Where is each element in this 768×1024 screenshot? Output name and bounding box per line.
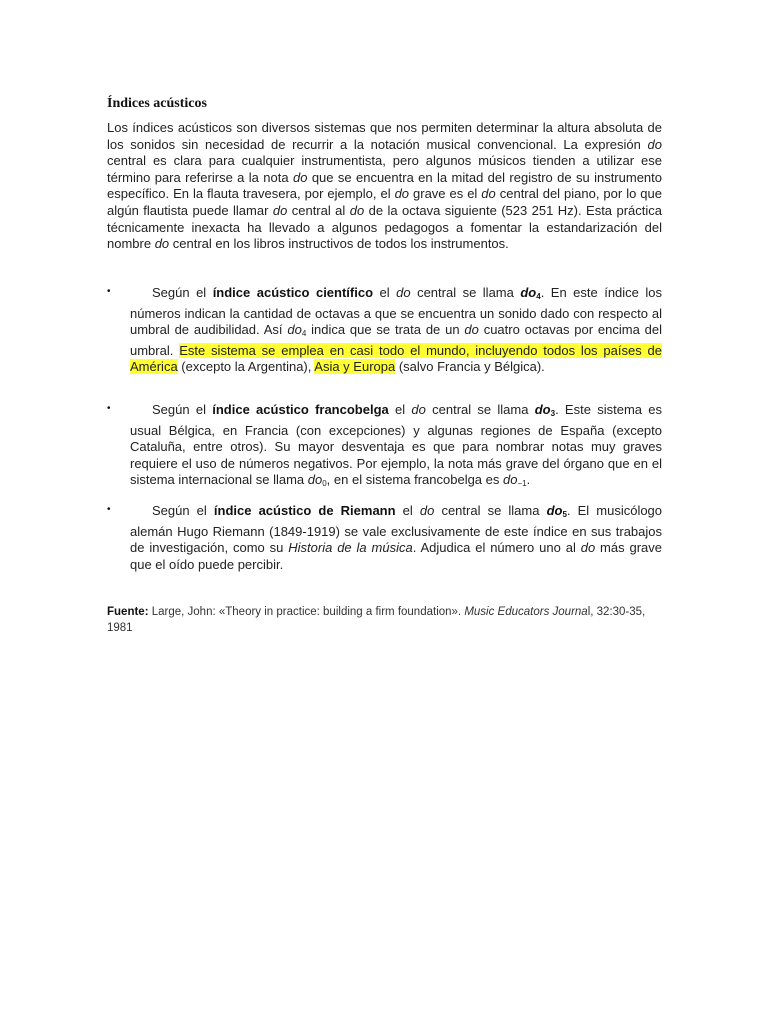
source-citation xyxy=(107,604,662,636)
note-do: do xyxy=(154,236,170,252)
note-do: do xyxy=(394,186,410,202)
bullet-text xyxy=(130,285,662,376)
work-title: Historia de la música xyxy=(288,540,413,556)
bullet-item-riemann xyxy=(107,503,662,573)
source-tail: l, 32:30-35, 1981 xyxy=(107,606,646,634)
text: (salvo Francia y Bélgica). xyxy=(395,359,545,375)
highlight-text: Este sistema se emplea en casi todo el mundo, incluyendo todos los países de América xyxy=(130,342,662,375)
highlight-text: Asia y Europa xyxy=(314,359,396,375)
text: . En este índice los números indican la cantidad de octavas a que se encuentra un sonido dado con respecto al umbral de audibilidad. Así xyxy=(130,285,663,338)
text: . Este sistema es usual Bélgica, en Francia (con excepciones) y algunas regiones de España (excepto Cataluña, entre otros). Su mayor desventaja es que para nombrar notas muy graves requiere el uso de números negativos. Por ejemplo, la nota más grave del órgano que en el sistema internacional se llama xyxy=(130,402,662,488)
intro-text: Los índices acústicos son diversos sistemas que nos permiten determinar la altura absoluta de los sonidos sin necesidad de recurrir a la notación musical convencional. La expresión xyxy=(107,120,662,152)
text: Según el xyxy=(152,503,214,518)
source-text: Large, John: «Theory in practice: building a firm foundation». xyxy=(148,606,465,618)
note-do: do xyxy=(481,186,496,202)
text: cuatro octavas por encima del umbral. xyxy=(130,322,662,358)
bullet-item-cientifico xyxy=(107,285,662,376)
bullet-item-francobelga xyxy=(107,402,662,493)
octave-subscript: 3 xyxy=(550,409,556,418)
note-do: do xyxy=(396,285,411,300)
text: el xyxy=(388,402,412,417)
note-do: do xyxy=(287,322,302,338)
bullet-text xyxy=(130,503,662,573)
text: Según el xyxy=(152,402,213,417)
note-name: do xyxy=(534,402,551,417)
note-do: do xyxy=(647,136,662,152)
octave-subscript: 5 xyxy=(562,510,567,519)
text: , en el sistema francobelga es xyxy=(326,472,503,488)
text: central se llama xyxy=(434,503,547,518)
intro-text: central es clara para cualquier instrumentista, pero algunos músicos tienden a utilizar ese término para referirse a la nota xyxy=(107,153,662,185)
text: indica que se trata de un xyxy=(306,322,465,338)
intro-text: que se encuentra en la mitad del registro de su instrumento específico. En la flauta travesera, por ejemplo, el xyxy=(107,169,662,202)
note-do: do xyxy=(503,472,518,488)
text: (excepto la Argentina), xyxy=(177,359,315,375)
text: el xyxy=(395,503,420,518)
note-do: do xyxy=(464,322,479,338)
octave-subscript: 4 xyxy=(301,329,307,339)
note-name: do xyxy=(520,285,537,300)
bullet-text xyxy=(130,402,662,493)
section-title: Índices acústicos xyxy=(107,96,207,111)
note-do: do xyxy=(411,402,426,417)
journal-title: Music Educators Journa xyxy=(464,606,588,618)
index-term: índice acústico francobelga xyxy=(212,402,389,417)
bullet-dot-icon: • xyxy=(107,504,111,515)
text: . Adjudica el número uno al xyxy=(412,540,581,556)
text: el xyxy=(373,285,397,300)
intro-text: central del piano, por lo que algún flautista puede llamar xyxy=(107,186,662,218)
octave-subscript: 4 xyxy=(536,292,541,301)
note-do: do xyxy=(580,540,596,556)
index-term: índice acústico científico xyxy=(212,285,374,300)
intro-text: de la octava siguiente (523 251 Hz). Esta práctica técnicamente inexacta ha llevado a algunos pedagogos a fomentar la estandarización del nombre xyxy=(107,202,662,252)
note-do: do xyxy=(419,503,435,518)
note-name: do xyxy=(546,503,563,518)
intro-paragraph xyxy=(107,120,662,253)
intro-text: grave es el xyxy=(409,186,482,202)
text: central se llama xyxy=(410,285,521,300)
note-do: do xyxy=(349,202,365,218)
intro-text: central en los libros instructivos de todos los instrumentos. xyxy=(169,236,509,252)
text: central se llama xyxy=(425,402,535,417)
text: más grave que el oído puede percibir. xyxy=(130,540,663,572)
index-term: índice acústico de Riemann xyxy=(213,503,396,518)
bullet-dot-icon: • xyxy=(107,403,111,414)
note-do: do xyxy=(307,472,323,488)
note-do: do xyxy=(272,202,288,218)
octave-subscript: 0 xyxy=(322,479,327,489)
intro-text: central al xyxy=(287,202,350,218)
bullet-dot-icon: • xyxy=(107,286,111,297)
source-label: Fuente: xyxy=(107,606,149,618)
text: . El musicólogo alemán Hugo Riemann (1849-1919) se vale exclusivamente de este índice en sus trabajos de investigación, como su xyxy=(130,503,663,556)
text: . xyxy=(526,472,531,488)
octave-subscript: −1 xyxy=(517,479,527,489)
text: Según el xyxy=(152,285,213,300)
note-do: do xyxy=(292,169,308,185)
